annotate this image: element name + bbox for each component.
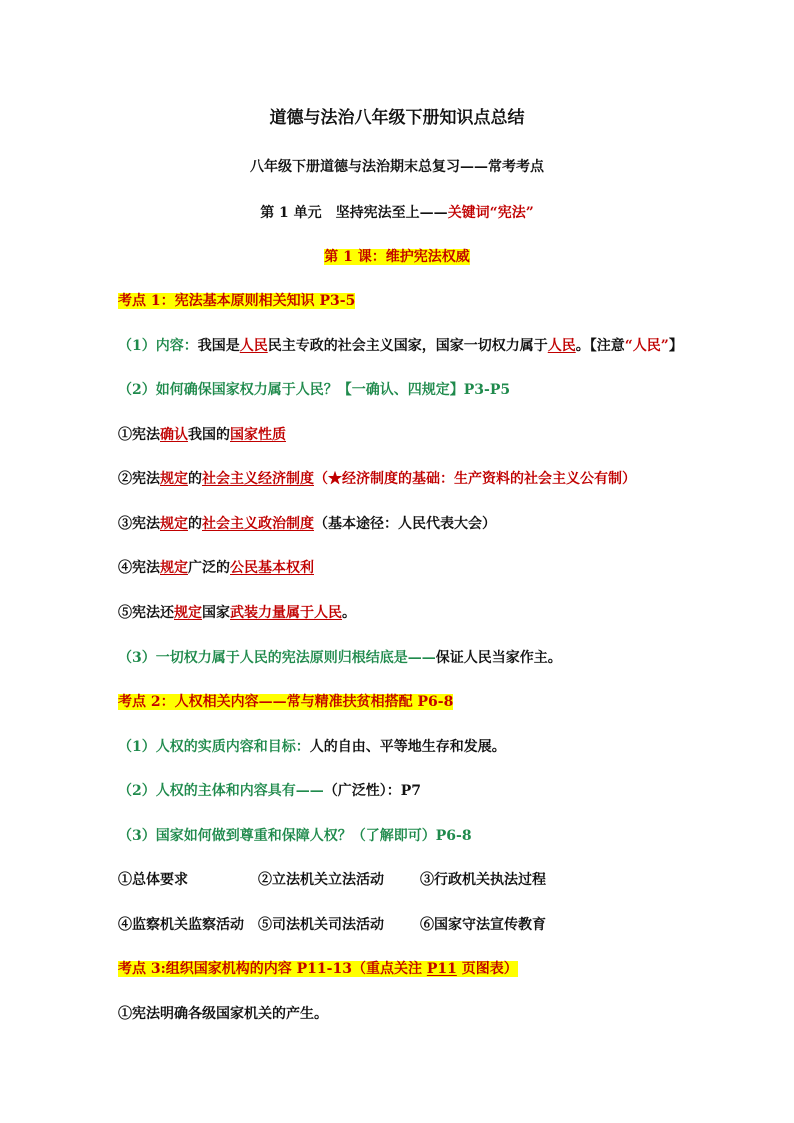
- kp1-i3-c: 的: [188, 516, 202, 532]
- kp1-i1-c: 我国的: [188, 427, 230, 443]
- kp2-row-1: [118, 870, 546, 890]
- kp1-i5-c: 国家: [202, 605, 230, 621]
- unit-prefix: 第 1 单元 坚持宪法至上——: [260, 205, 448, 221]
- kp1-i5-a: ⑤宪法还: [118, 605, 174, 621]
- kp2-heading-text: 考点 2：人权相关内容——常与精准扶贫相搭配 P6-8: [118, 694, 454, 710]
- kp1-i3-d: 社会主义政治制度: [202, 516, 314, 532]
- kp1-i5-d: 武装力量属于人民: [230, 605, 342, 621]
- kp1-q1-t2: 民主专政的社会主义国家，国家一切权力属于: [267, 338, 548, 354]
- kp2-q1: [118, 737, 506, 757]
- kp1-i2-d: 社会主义经济制度: [202, 471, 314, 487]
- kp2-row-2: [118, 915, 546, 935]
- kp1-q1-r2: 人民: [547, 338, 576, 354]
- kp2-row2-cell: ④监察机关监察活动: [118, 917, 244, 933]
- kp2-q2-text: （广泛性）：P7: [323, 783, 422, 799]
- kp1-heading-text: 考点 1：宪法基本原则相关知识 P3-5: [118, 293, 356, 309]
- kp2-q2: [118, 781, 421, 801]
- kp1-q1-t1: 我国是: [197, 338, 240, 354]
- kp3-heading: [118, 959, 518, 979]
- kp1-i4-b: 规定: [160, 560, 188, 576]
- kp1-q1-t3: 。【注意: [575, 338, 625, 354]
- kp1-item-1: [118, 425, 286, 445]
- kp1-q1-r3: “人民”: [624, 338, 669, 354]
- kp1-i4-c: 广泛的: [188, 560, 230, 576]
- kp1-i2-c: 的: [188, 471, 202, 487]
- kp2-row1-cell: ③行政机关执法过程: [420, 872, 546, 888]
- kp2-heading: [118, 692, 453, 712]
- unit-keyword: 关键词“宪法”: [447, 205, 534, 221]
- kp1-q1-label: （1）内容：: [118, 338, 198, 354]
- kp1-i1-a: ①宪法: [118, 427, 160, 443]
- kp1-q3-label: （3）一切权力属于人民的宪法原则归根结底是——: [118, 650, 436, 666]
- kp3-heading-text: [118, 961, 518, 977]
- kp1-q1-r1: 人民: [239, 338, 268, 354]
- kp2-row2-cell: ⑥国家守法宣传教育: [420, 917, 546, 933]
- kp2-q2-label: （2）人权的主体和内容具有——: [118, 783, 324, 799]
- kp1-i4-d: 公民基本权利: [230, 560, 314, 576]
- kp1-q1-t4: 】: [668, 338, 683, 354]
- kp3-item-1: ①宪法明确各级国家机关的产生。: [118, 1006, 328, 1022]
- unit-heading: [0, 203, 794, 223]
- kp1-q3-text: 保证人民当家作主。: [435, 650, 562, 666]
- kp1-i2-b: 规定: [160, 471, 188, 487]
- kp1-i2-a: ②宪法: [118, 471, 160, 487]
- kp2-row2-cell: ⑤司法机关司法活动: [258, 917, 384, 933]
- kp1-heading: [118, 291, 355, 311]
- kp2-q3: （3）国家如何做到尊重和保障人权？（了解即可）P6-8: [118, 828, 472, 844]
- kp1-item-3: [118, 514, 496, 534]
- kp2-row1-cell: ②立法机关立法活动: [258, 872, 384, 888]
- kp1-q3: [118, 648, 562, 668]
- kp1-i3-e: （基本途径：人民代表大会）: [314, 516, 496, 532]
- kp1-q2: （2）如何确保国家权力属于人民？【一确认、四规定】P3-P5: [118, 382, 511, 398]
- kp1-i3-b: 规定: [160, 516, 188, 532]
- kp1-i3-a: ③宪法: [118, 516, 160, 532]
- kp1-i5-b: 规定: [174, 605, 202, 621]
- kp1-item-2: [118, 469, 636, 489]
- lesson-heading: [0, 247, 794, 267]
- kp3-heading-b: P11: [426, 961, 457, 977]
- kp3-heading-c: 页图表）: [456, 961, 518, 977]
- kp2-q1-text: 人的自由、平等地生存和发展。: [309, 739, 506, 755]
- kp1-i1-b: 确认: [160, 427, 188, 443]
- kp3-heading-a: 考点 3:组织国家机构的内容 P11-13（重点关注: [118, 961, 427, 977]
- kp1-item-5: [118, 603, 356, 623]
- document-subtitle: 八年级下册道德与法治期末总复习——常考考点: [250, 159, 544, 175]
- kp1-i1-d: 国家性质: [230, 427, 286, 443]
- kp1-i4-a: ④宪法: [118, 560, 160, 576]
- kp1-i2-e: （★经济制度的基础：生产资料的社会主义公有制）: [314, 471, 636, 487]
- document-title: 道德与法治八年级下册知识点总结: [269, 108, 525, 128]
- kp2-q1-label: （1）人权的实质内容和目标：: [118, 739, 310, 755]
- kp2-row1-cell: ①总体要求: [118, 872, 188, 888]
- kp1-item-4: [118, 558, 314, 578]
- lesson-title: 第 1 课：维护宪法权威: [324, 249, 470, 265]
- kp1-q1: [118, 336, 683, 356]
- kp1-i5-e: 。: [342, 605, 356, 621]
